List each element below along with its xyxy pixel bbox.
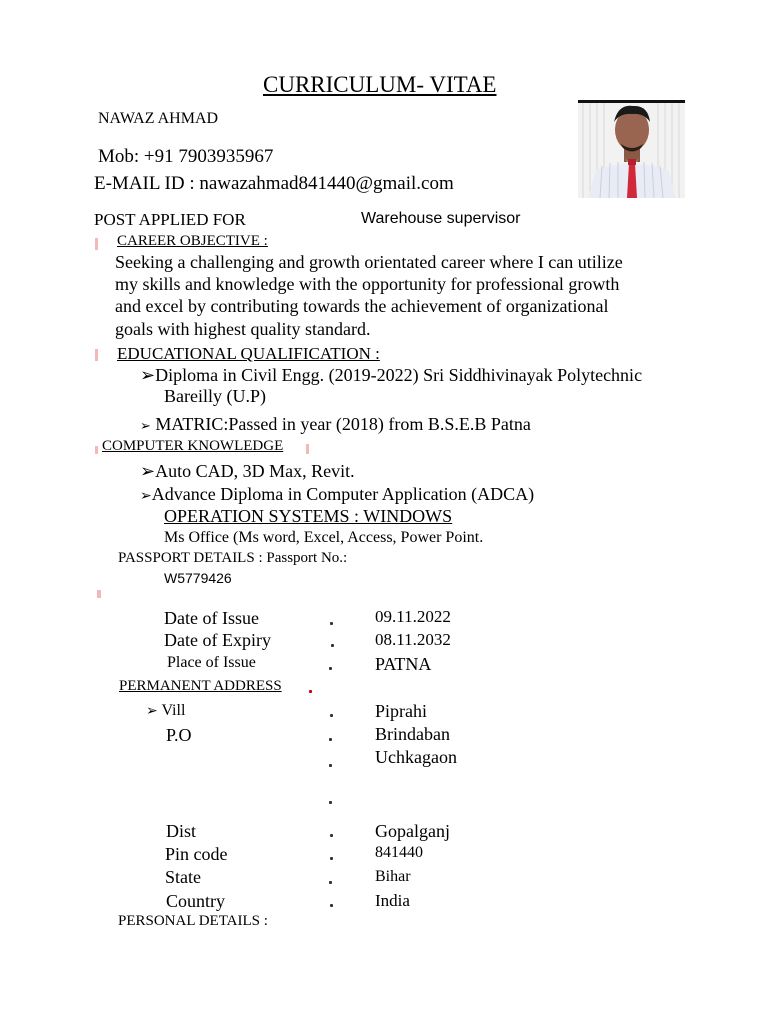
address-vill-value: Piprahi — [375, 701, 427, 721]
bullet-arrow-icon: ➢ — [140, 418, 151, 433]
education-item-2 — [140, 414, 531, 435]
passport-number: W5779426 — [164, 570, 232, 586]
bullet-arrow-icon: ➢ — [140, 461, 156, 481]
computer-item-2 — [140, 484, 534, 505]
career-objective-heading: CAREER OBJECTIVE : — [117, 233, 268, 249]
career-objective-line-4: goals with highest quality standard. — [115, 319, 371, 339]
separator-dot — [330, 714, 333, 717]
address-vill-text: Vill — [161, 702, 186, 719]
address-po-value: Brindaban — [375, 724, 450, 744]
section-marker — [306, 444, 309, 454]
separator-dot — [331, 644, 334, 647]
operating-systems: OPERATION SYSTEMS : WINDOWS — [164, 506, 453, 526]
personal-details-heading: PERSONAL DETAILS : — [118, 913, 268, 929]
bullet-arrow-icon: ➢ — [140, 365, 156, 385]
ms-office: Ms Office (Ms word, Excel, Access, Power Point. — [164, 529, 484, 546]
email-address: E-MAIL ID : nawazahmad841440@gmail.com — [94, 173, 454, 194]
date-of-issue-value: 09.11.2022 — [375, 607, 451, 626]
education-item-1 — [140, 365, 642, 386]
education-heading: EDUCATIONAL QUALIFICATION : — [117, 344, 380, 363]
mobile-number: Mob: +91 7903935967 — [98, 146, 274, 167]
bullet-arrow-icon: ➢ — [140, 489, 152, 504]
computer-knowledge-heading: COMPUTER KNOWLEDGE — [102, 438, 284, 454]
separator-dot — [330, 857, 333, 860]
page-title: CURRICULUM- VITAE — [263, 72, 497, 97]
passport-label: PASSPORT DETAILS : Passport No.: — [118, 550, 348, 566]
address-po-label: P.O — [166, 725, 192, 745]
address-vill-label — [146, 702, 185, 720]
computer-item-2-text: Advance Diploma in Computer Application (ADCA) — [151, 484, 535, 504]
date-of-issue-label: Date of Issue — [164, 608, 259, 628]
separator-dot — [330, 622, 333, 625]
separator-dot — [330, 834, 333, 837]
address-country-label: Country — [166, 891, 226, 911]
section-marker — [95, 349, 98, 361]
section-marker — [95, 238, 98, 250]
place-of-issue-label: Place of Issue — [167, 654, 256, 671]
computer-item-1-text: Auto CAD, 3D Max, Revit. — [155, 461, 355, 481]
separator-dot — [329, 667, 332, 670]
separator-dot — [329, 881, 332, 884]
address-state-value: Bihar — [375, 868, 411, 885]
date-of-expiry-label: Date of Expiry — [164, 630, 271, 650]
address-po-extra: Uchkagaon — [375, 747, 457, 767]
address-country-value: India — [375, 891, 410, 910]
candidate-name: NAWAZ AHMAD — [98, 110, 219, 127]
section-marker — [95, 446, 98, 454]
heading-red-dot — [309, 690, 312, 693]
separator-dot — [329, 738, 332, 741]
education-item-1-line-2: Bareilly (U.P) — [164, 386, 266, 406]
career-objective-line-1: Seeking a challenging and growth orientated career where I can utilize — [115, 252, 623, 272]
separator-dot — [329, 801, 332, 804]
bullet-arrow-icon: ➢ — [146, 704, 158, 719]
separator-dot — [329, 764, 332, 767]
education-item-1-text: Diploma in Civil Engg. (2019-2022) Sri Siddhivinayak Polytechnic — [155, 365, 643, 385]
address-pin-label: Pin code — [165, 844, 228, 864]
career-objective-line-2: my skills and knowledge with the opportunity for professional growth — [115, 274, 620, 294]
post-applied-value: Warehouse supervisor — [361, 210, 521, 227]
education-item-2-text: MATRIC:Passed in year (2018) from B.S.E.B Patna — [155, 414, 531, 434]
permanent-address-heading: PERMANENT ADDRESS — [119, 678, 282, 694]
address-dist-label: Dist — [166, 821, 197, 841]
section-marker — [97, 590, 101, 598]
address-pin-value: 841440 — [375, 844, 423, 861]
post-applied-label: POST APPLIED FOR — [94, 210, 246, 229]
date-of-expiry-value: 08.11.2032 — [375, 630, 451, 649]
address-state-label: State — [165, 867, 201, 887]
separator-dot — [330, 904, 333, 907]
career-objective-line-3: and excel by contributing towards the achievement of organizational — [115, 296, 609, 316]
computer-item-1 — [140, 461, 355, 482]
place-of-issue-value: PATNA — [375, 654, 432, 674]
profile-photo — [578, 100, 685, 198]
address-dist-value: Gopalganj — [375, 821, 450, 841]
